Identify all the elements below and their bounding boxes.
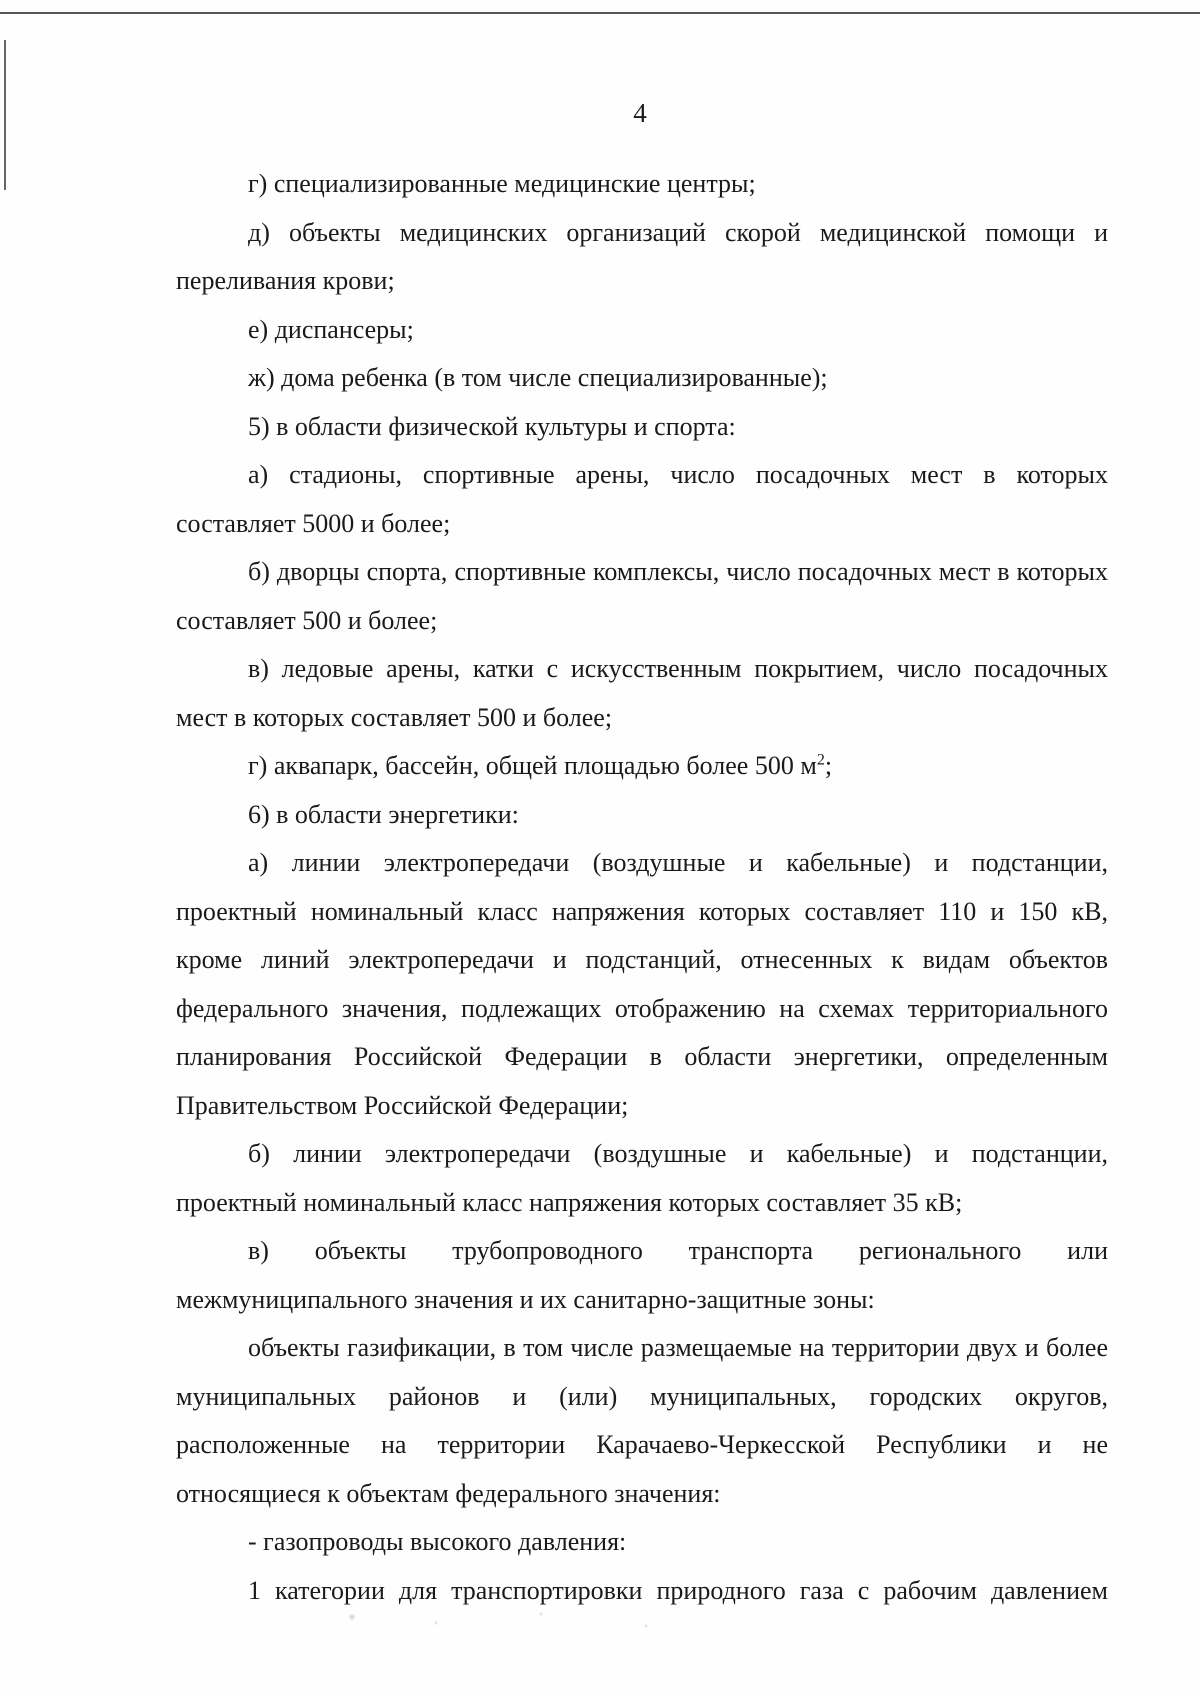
- scan-edge-top: [0, 12, 1200, 14]
- paragraph-5: 5) в области физической культуры и спорта:: [248, 411, 736, 441]
- paragraph-14: объекты газификации, в том числе размещаемые на территории двух и более муниципальных районов и (или) муниципальных, городских округов, расположенные на территории Карачаево-Черкесской Республики и не относящиеся к объектам федерального значения:: [176, 1333, 1108, 1508]
- paragraph-9: [176, 742, 1108, 791]
- paragraph-6: а) стадионы, спортивные арены, число посадочных мест в которых составляет 5000 и более;: [176, 460, 1108, 538]
- superscript-2: 2: [816, 751, 825, 769]
- paragraph-1: г) специализированные медицинские центры;: [248, 169, 756, 198]
- paragraph-9-tail: ;: [824, 751, 833, 780]
- paragraph-8: в) ледовые арены, катки с искусственным покрытием, число посадочных мест в которых составляет 500 и более;: [176, 654, 1108, 732]
- scan-noise: [310, 1605, 730, 1635]
- paragraph-12: б) линии электропередачи (воздушные и кабельные) и подстанции, проектный номинальный класс напряжения которых составляет 35 кВ;: [176, 1139, 1108, 1217]
- document-body: [176, 160, 1108, 1615]
- paragraph-16: 1 категории для транспортировки природного газа с рабочим давлением: [248, 1575, 1108, 1605]
- paragraph-7: б) дворцы спорта, спортивные комплексы, число посадочных мест в которых составляет 500 и более;: [176, 557, 1108, 635]
- paragraph-2: д) объекты медицинских организаций скорой медицинской помощи и переливания крови;: [176, 217, 1108, 295]
- page-number: 4: [633, 98, 647, 128]
- paragraph-10: 6) в области энергетики:: [248, 799, 519, 829]
- paragraph-13: в) объекты трубопроводного транспорта регионального или межмуниципального значения и их санитарно-защитные зоны:: [176, 1236, 1108, 1314]
- paragraph-9-text: г) аквапарк, бассейн, общей площадью более 500 м: [248, 751, 817, 780]
- paragraph-11: а) линии электропередачи (воздушные и кабельные) и подстанции, проектный номинальный класс напряжения которых составляет 110 и 150 кВ, кроме линий электропередачи и подстанций, отнесенных к видам объектов федерального значения, подлежащих отображению на схемах территориального планирования Российской Федерации в области энергетики, определенным Правительством Российской Федерации;: [176, 848, 1108, 1120]
- paragraph-4: ж) дома ребенка (в том числе специализированные);: [248, 363, 828, 392]
- paragraph-15: - газопроводы высокого давления:: [248, 1527, 627, 1556]
- paragraph-3: е) диспансеры;: [248, 314, 414, 344]
